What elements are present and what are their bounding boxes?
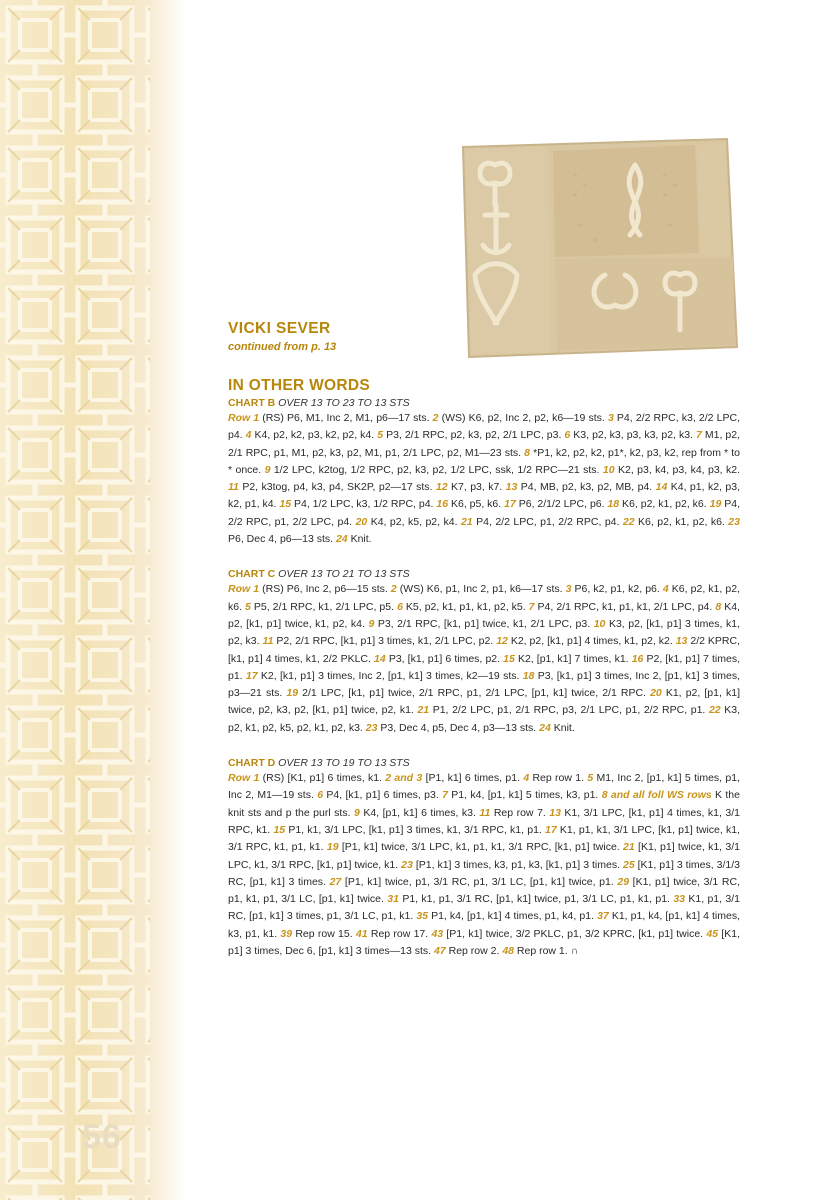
row-number: 11	[479, 806, 491, 819]
row-number: 22	[708, 704, 721, 717]
row-instruction: M1, Inc 2, [p1, k1] 5 times, p1, Inc 2, M1—19 sts.	[228, 772, 740, 802]
row-instruction: P1, 2/2 LPC, p1, 2/1 RPC, p3, 2/1 LPC, p1, 2/2 RPC, p1.	[429, 704, 709, 717]
row-instruction: P4, 2/2 RPC, p1, 2/2 LPC, p4.	[228, 498, 740, 528]
row-instruction: [P1, k1] 3 times, k3, p1, k3, [k1, p1] 3 times.	[412, 858, 623, 871]
row-number: 22	[622, 515, 635, 528]
row-instruction: K6, p2, k1, p2, k6.	[619, 498, 710, 511]
row-instruction: P4, [k1, p1] 6 times, p3.	[323, 789, 443, 802]
row-instruction: [K1, p1] 3 times, Dec 6, [p1, k1] 3 times—13 sts.	[228, 927, 740, 958]
row-number: 43	[431, 927, 444, 940]
row-number: 47	[434, 945, 446, 958]
row-number: 4	[245, 429, 252, 442]
row-number: 15	[503, 652, 515, 665]
chart-d-heading	[228, 757, 740, 769]
row-instruction: 1/2 LPC, k2tog, 1/2 RPC, p2, k3, p2, 1/2 LPC, ssk, 1/2 RPC—21 sts.	[270, 463, 603, 476]
row-number: 15	[273, 823, 286, 836]
row-instruction: K6, p2, k1, p2, k6.	[228, 583, 740, 613]
row-instruction: K3, p2, [k1, p1] 3 times, k1, p2, k3.	[228, 617, 740, 648]
row-number: 2	[432, 412, 439, 424]
row-number: 7	[442, 789, 448, 802]
page-number: 56	[82, 1118, 122, 1156]
chart-b-block	[228, 397, 740, 548]
row-number: 41	[355, 927, 368, 940]
row-instruction: K6, p2, k1, p2, k6.	[634, 515, 729, 528]
row-instruction: P1, k4, [p1, k1] 5 times, k3, p1.	[447, 789, 602, 802]
row-instruction: P2, [k1, p1] 7 times, p1.	[228, 652, 741, 682]
row-number: 21	[623, 841, 635, 854]
row-number: 7	[696, 429, 702, 442]
row-number: 23	[401, 858, 413, 871]
chart-b-label: CHART B	[228, 397, 276, 409]
row-instruction: K2, p2, [k1, p1] 4 times, k1, p2, k2.	[507, 635, 676, 648]
row-number: 5	[587, 772, 594, 785]
chart-c-heading	[228, 568, 740, 580]
row-number: 37	[597, 910, 609, 923]
row-number: 14	[655, 481, 668, 494]
row-instruction: *P1, k2, p2, k2, p1*, k2, p3, k2, rep from * to * once.	[228, 446, 740, 476]
row-number: 23	[728, 515, 740, 528]
row-instruction: K4, p2, k5, p2, k4.	[367, 515, 461, 528]
row-instruction: (WS) K6, p1, Inc 2, p1, k6—17 sts.	[396, 583, 566, 596]
row-instruction: [K1, p1] twice, k1, 3/1 LPC, k1, 3/1 RPC, [k1, p1] twice, k1.	[228, 841, 740, 871]
chart-c-instructions	[228, 581, 740, 737]
row-instruction: K2, p3, k4, p3, k4, p3, k2.	[614, 463, 740, 476]
celtic-knot-pattern-icon	[0, 0, 185, 1200]
row-number: 20	[355, 515, 368, 528]
row-number: 19	[286, 687, 299, 700]
row-number: 11	[228, 481, 239, 494]
row-number: 25	[622, 858, 635, 871]
row-instruction: Rep row 15.	[292, 927, 356, 940]
row-instruction: P4, MB, p2, k3, p2, MB, p4.	[517, 481, 656, 494]
row-instruction: P1, k1, p1, 3/1 RC, [p1, k1] twice, p1, 3/1 LC, p1, k1, p1.	[398, 893, 674, 906]
row-instruction: Rep row 17.	[367, 927, 432, 940]
row-number: 48	[502, 945, 514, 958]
row-number: 9	[264, 463, 271, 476]
row-instruction: P2, k3tog, p4, k3, p4, SK2P, p2—17 sts.	[238, 481, 436, 494]
row-number: 8	[524, 446, 530, 459]
row-number: 16	[436, 498, 449, 511]
row-number: 12	[496, 635, 508, 648]
row-instruction: K1, 3/1 LPC, [k1, p1] 4 times, k1, 3/1 RPC, k1.	[228, 806, 741, 836]
row-number: 9	[368, 617, 375, 630]
row-instruction: [P1, k1] twice, 3/1 LPC, k1, p1, k1, 3/1 RPC, [k1, p1] twice.	[338, 841, 624, 854]
row-instruction: 2/1 LPC, [k1, p1] twice, 2/1 RPC, p1, 2/1 LPC, [p1, k1] twice, 2/1 RPC.	[298, 687, 651, 700]
row-instruction: P4, 2/1 RPC, k1, p1, k1, 2/1 LPC, p4.	[534, 600, 716, 613]
row-instruction: [K1, p1] twice, 3/1 RC, p1, k1, p1, 3/1 LC, [p1, k1] twice.	[228, 875, 740, 906]
row-instruction: Knit.	[347, 533, 372, 546]
row-number: 24	[335, 533, 348, 546]
chart-c-block	[228, 568, 740, 737]
chart-b-instructions	[228, 410, 740, 548]
chart-d-subtitle: OVER 13 TO 19 TO 13 STS	[278, 757, 410, 770]
row-instruction: Knit.	[550, 721, 575, 734]
row-instruction: (WS) K6, p2, Inc 2, p2, k6—19 sts.	[438, 412, 608, 424]
row-instruction: P4, 2/2 LPC, p1, 2/2 RPC, p4.	[472, 515, 623, 528]
row-number: 7	[528, 600, 535, 613]
row-number: 21	[460, 515, 473, 528]
author-name: VICKI SEVER	[228, 320, 331, 337]
row-instruction: P3, Dec 4, p5, Dec 4, p3—13 sts.	[377, 721, 540, 734]
row-instruction: K4, p2, [k1, p1] twice, k1, p2, k4.	[228, 600, 740, 630]
row-instruction: (RS) P6, M1, Inc 2, M1, p6—17 sts.	[259, 412, 433, 424]
row-instruction: P2, 2/1 RPC, [k1, p1] 3 times, k1, 2/1 LPC, p2.	[273, 635, 497, 648]
row-instruction: (RS) [K1, p1] 6 times, k1.	[259, 772, 386, 785]
row-instruction: K1, p1, 3/1 RC, [p1, k1] 3 times, p1, 3/1 LC, p1, k1.	[228, 893, 740, 923]
chart-b-heading	[228, 397, 740, 409]
row-instruction: P1, k1, 3/1 LPC, [k1, p1] 3 times, k1, 3/1 RPC, k1, p1.	[285, 823, 546, 836]
row-number: 17	[245, 669, 258, 682]
chart-c-label: CHART C	[228, 568, 276, 581]
row-number: 8	[715, 600, 722, 613]
row-number: 33	[673, 893, 685, 906]
row-number: 20	[650, 687, 662, 700]
row-number: 18	[607, 498, 620, 511]
row-number: 13	[549, 806, 561, 819]
row-instruction: (RS) P6, Inc 2, p6—15 sts.	[259, 583, 391, 596]
row-instruction: [K1, p1] 3 times, 3/1/3 RC, [p1, k1] 3 times.	[228, 858, 740, 888]
chart-b-subtitle: OVER 13 TO 23 TO 13 STS	[278, 397, 410, 409]
row-number: 17	[504, 498, 516, 511]
row-number: 9	[354, 806, 360, 819]
row-instruction: K4, p1, k2, p3, k2, p1, k4.	[228, 481, 740, 511]
row-instruction: M1, p2, 2/1 RPC, p1, M1, p2, k3, p2, M1, p1, 2/1 LPC, p2, M1—23 sts.	[228, 429, 740, 459]
row-instruction: K2, [k1, p1] 3 times, Inc 2, [p1, k1] 3 times, k2—19 sts.	[257, 669, 523, 682]
row-instruction: K1, p2, [p1, k1] twice, p2, k3, p2, [k1, p1] twice, p2, k1.	[228, 687, 740, 717]
row-instruction: P4, 2/2 RPC, k3, 2/2 LPC, p4.	[228, 412, 740, 442]
row-instruction: P4, 1/2 LPC, k3, 1/2 RPC, p4.	[291, 498, 437, 511]
row-instruction: 2/2 KPRC, [k1, p1] 4 times, k1, 2/2 PKLC.	[228, 635, 740, 665]
row-number: 6	[564, 429, 571, 442]
article-content	[228, 320, 740, 980]
row-number: Row 1	[228, 412, 260, 424]
row-instruction: P6, 2/1/2 LPC, p6.	[515, 498, 608, 511]
row-instruction: K4, [p1, k1] 6 times, k3.	[359, 806, 480, 819]
row-instruction: [P1, k1] 6 times, p1.	[422, 772, 524, 785]
row-number: 6	[317, 789, 324, 802]
row-instruction: Rep row 7.	[490, 806, 550, 819]
row-number: 29	[617, 875, 630, 888]
row-number: 23	[365, 721, 378, 734]
row-number: 4	[662, 583, 669, 596]
row-number: 39	[280, 927, 293, 940]
row-number: 12	[435, 481, 448, 494]
chart-d-instructions	[228, 770, 740, 960]
chart-c-subtitle: OVER 13 TO 21 TO 13 STS	[278, 568, 410, 581]
row-number: 15	[279, 498, 292, 511]
row-number: 10	[602, 463, 615, 476]
row-instruction: P5, 2/1 RPC, k1, 2/1 LPC, p5.	[250, 600, 398, 613]
row-instruction: P1, k4, [p1, k1] 4 times, p1, k4, p1.	[428, 910, 598, 923]
row-instruction: Rep row 1. ∩	[514, 945, 579, 958]
row-number: 45	[706, 927, 719, 940]
row-instruction: K3, p2, k1, p2, k5, p2, k1, p2, k3.	[228, 704, 740, 734]
row-number: 31	[387, 893, 399, 906]
row-number: 17	[545, 823, 557, 836]
row-number: 3	[565, 583, 572, 596]
row-instruction: P3, 2/1 RPC, [k1, p1] twice, k1, 2/1 LPC, p3.	[374, 617, 594, 630]
row-number: 35	[416, 910, 428, 923]
row-number: 3	[607, 412, 614, 424]
row-number: 13	[505, 481, 518, 494]
row-instruction: K1, p1, k1, 3/1 LPC, [k1, p1] twice, k1, 3/1 RPC, k1, p1, k1.	[228, 823, 740, 854]
row-number: 18	[522, 669, 535, 682]
row-instruction: K1, p1, k4, [p1, k1] 4 times, k3, p1, k1.	[228, 910, 740, 940]
row-number: 10	[593, 617, 606, 630]
row-number: 4	[523, 772, 530, 785]
row-instruction: P3, [k1, p1] 6 times, p2.	[385, 652, 504, 665]
continued-note: continued from p. 13	[228, 341, 337, 353]
row-number: Row 1	[228, 583, 260, 596]
row-number: 16	[631, 652, 644, 665]
row-number: 2	[390, 583, 397, 596]
row-instruction: K3, p2, k3, p3, k3, p2, k3.	[570, 429, 696, 442]
row-instruction: Rep row 2.	[445, 945, 503, 958]
row-instruction: P6, Dec 4, p6—13 sts.	[228, 533, 336, 546]
row-number: 21	[417, 704, 430, 717]
row-instruction: K the knit sts and p the purl sts.	[228, 789, 740, 819]
decorative-celtic-border	[0, 0, 185, 1200]
row-number: 5	[245, 600, 251, 613]
chart-d-block	[228, 757, 740, 960]
row-instruction: P3, [k1, p1] 3 times, Inc 2, [p1, k1] 3 times, p3—21 sts.	[228, 669, 741, 700]
row-number: 8 and all foll WS rows	[601, 789, 712, 802]
row-number: 13	[675, 635, 688, 648]
row-instruction: [P1, k1] twice, p1, 3/1 RC, p1, 3/1 LC, [p1, k1] twice, p1.	[341, 875, 618, 888]
row-instruction: K6, p5, k6.	[448, 498, 505, 511]
row-number: 11	[262, 635, 274, 648]
row-number: 5	[377, 429, 384, 442]
row-instruction: [P1, k1] twice, 3/2 PKLC, p1, 3/2 KPRC, [k1, p1] twice.	[443, 927, 707, 940]
row-instruction: K5, p2, k1, p1, k1, p2, k5.	[402, 600, 529, 613]
row-instruction: P6, k2, p1, k2, p6.	[571, 583, 663, 596]
row-number: 24	[539, 721, 551, 734]
row-instruction: K2, [p1, k1] 7 times, k1.	[514, 652, 632, 665]
row-instruction: P3, 2/1 RPC, p2, k3, p2, 2/1 LPC, p3.	[383, 429, 565, 442]
row-instruction: K7, p3, k7.	[447, 481, 506, 494]
row-number: 14	[374, 652, 386, 665]
row-instruction: Rep row 1.	[529, 772, 588, 785]
row-number: 6	[397, 600, 403, 613]
section-title: IN OTHER WORDS	[228, 377, 370, 394]
row-number: 27	[329, 875, 342, 888]
row-number: 19	[326, 841, 339, 854]
row-instruction: K4, p2, k2, p3, k2, p2, k4.	[251, 429, 378, 442]
chart-d-label: CHART D	[228, 757, 276, 770]
row-number: 2 and 3	[385, 772, 423, 785]
row-number: 19	[709, 498, 722, 511]
row-number: Row 1	[228, 772, 260, 785]
